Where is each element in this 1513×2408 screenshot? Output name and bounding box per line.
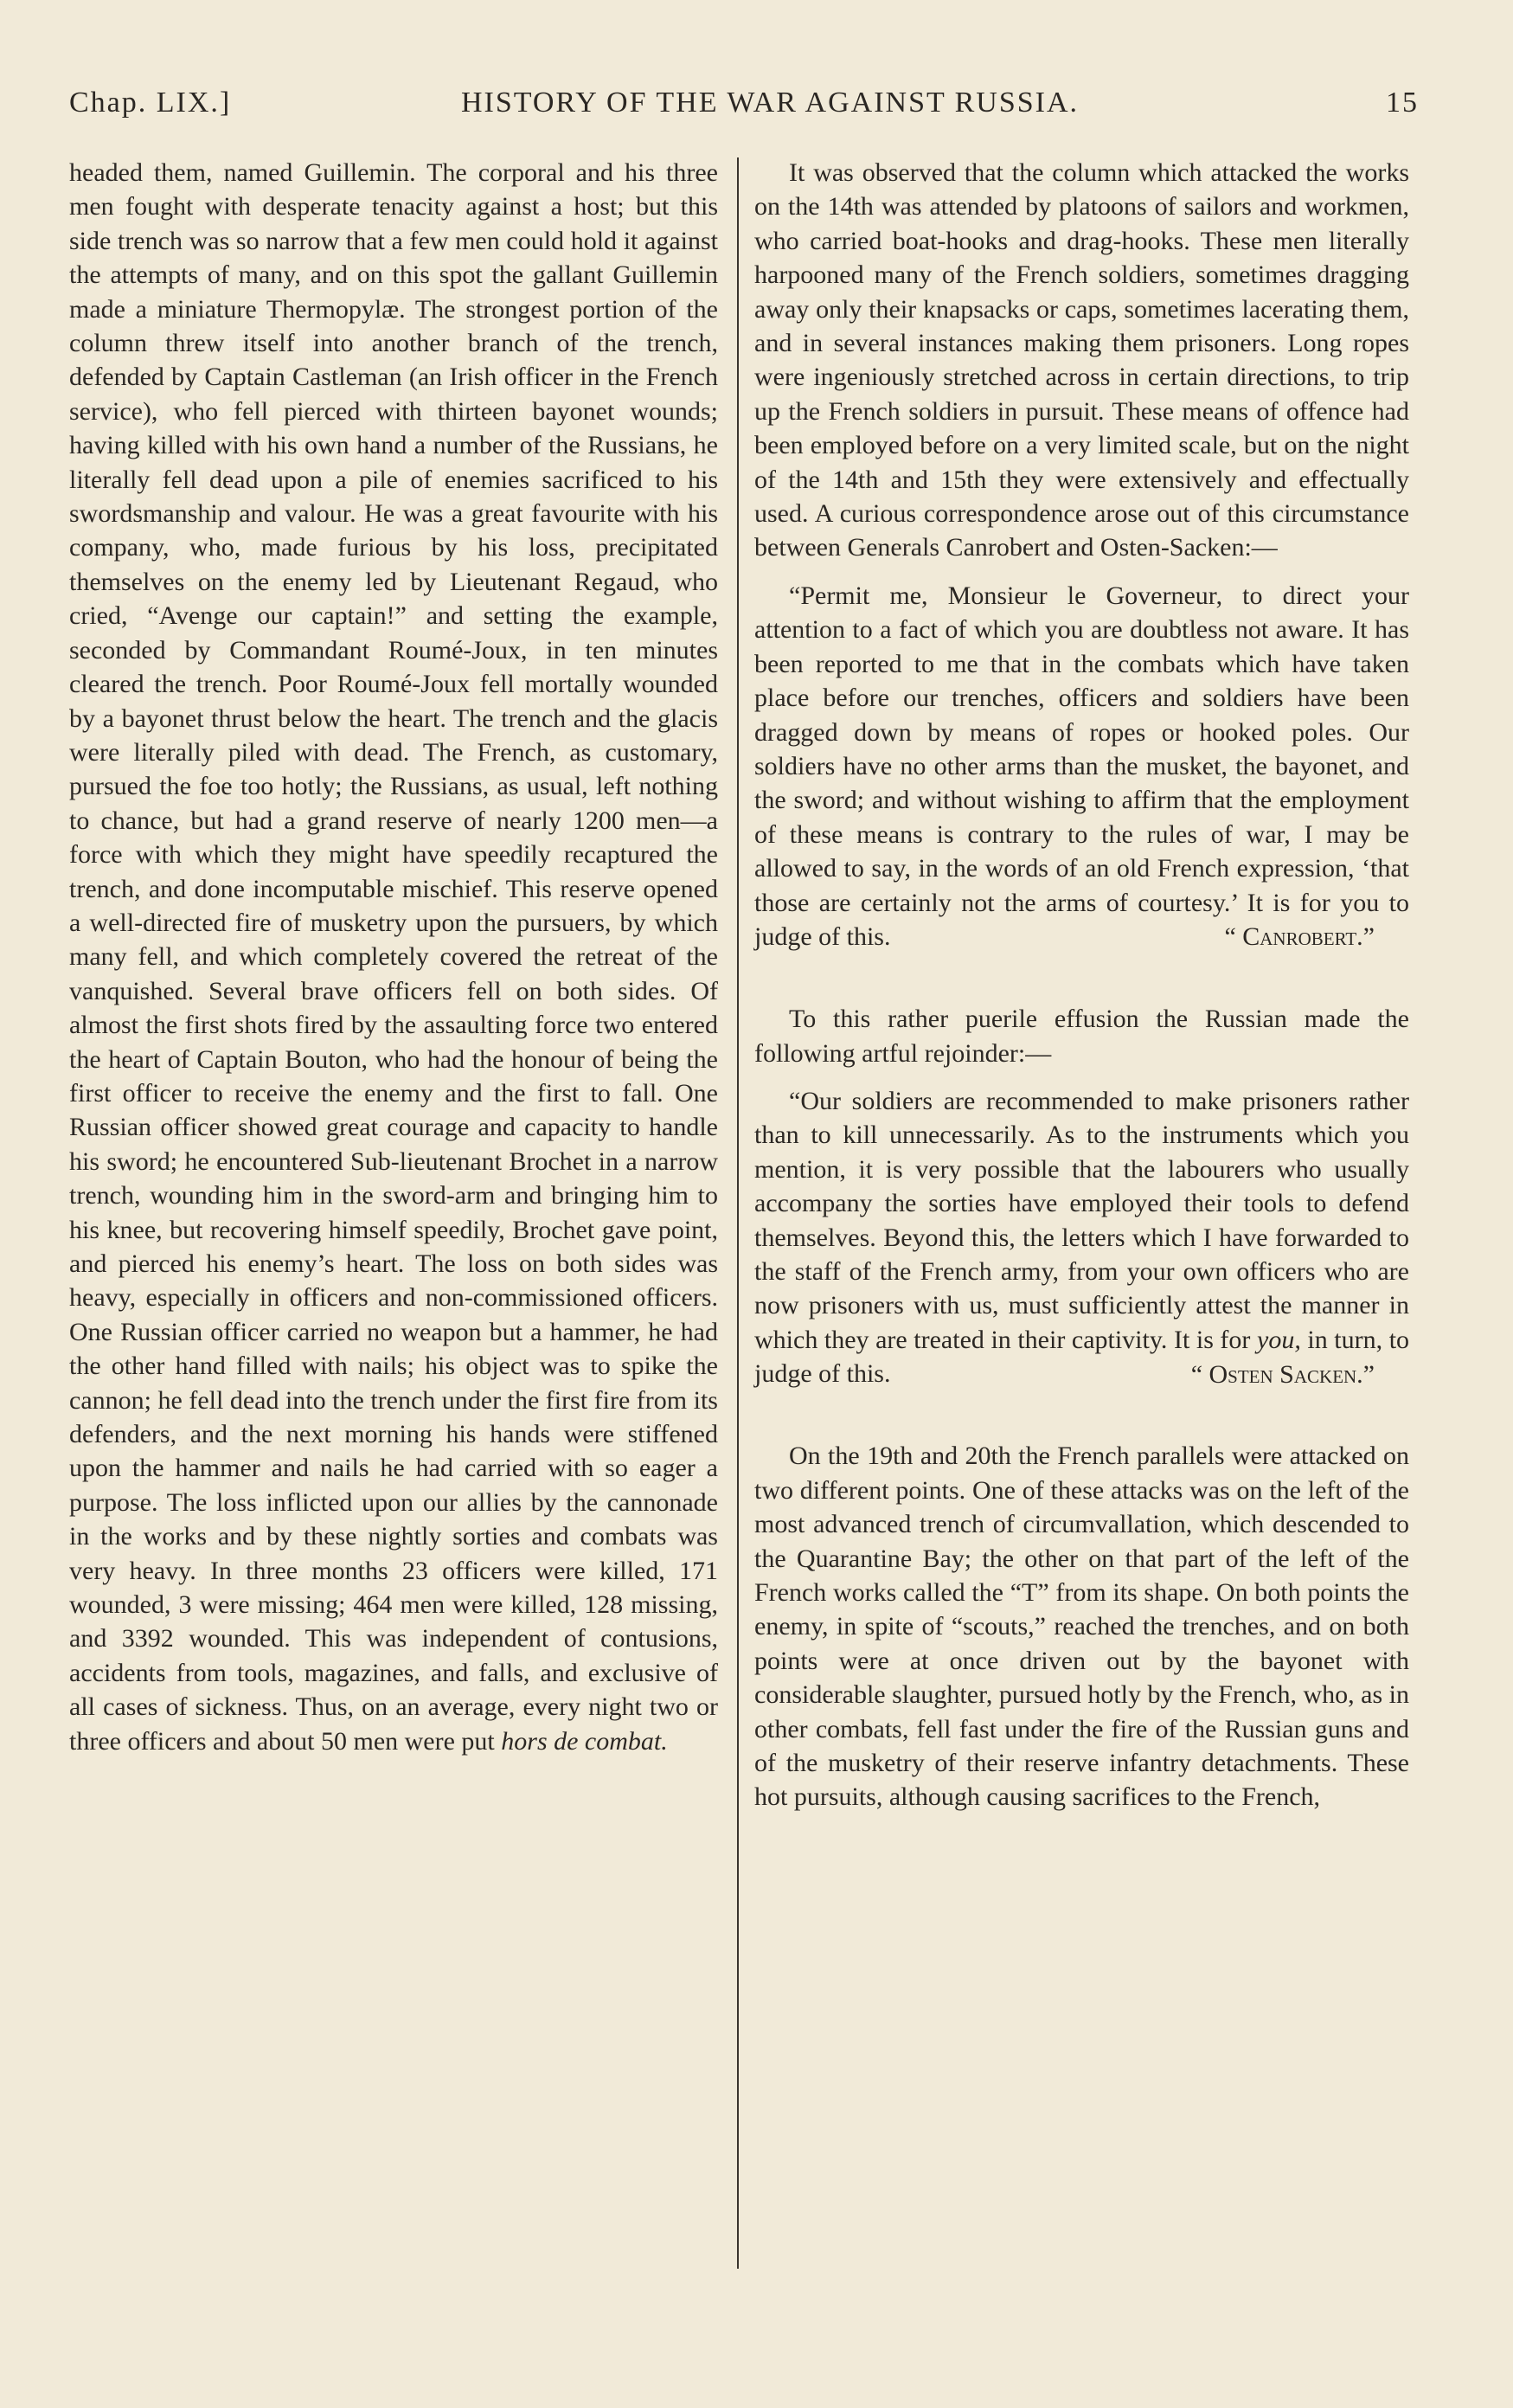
right-column (754, 156, 1409, 1814)
right-paragraph-3: On the 19th and 20th the French parallels were attacked on two different points. One of these attacks was on the left of the most advanced trench of circumvallation, which descended to the Quarantine Bay; the other on that part of the left of the French works called the “T” from its shape. On both points the enemy, in spite of “scouts,” reached the trenches, and on both points were at once driven out by the bayonet with considerable slaughter, pursued hotly by the French, who, as in other combats, fell fast under the fire of the Russian guns and of the musketry of their reserve infantry detachments. These hot pursuits, although causing sacrifices to the French, (754, 1442, 1409, 1812)
page-number: 15 (1386, 87, 1419, 119)
left-paragraph-text: headed them, named Guillemin. The corporal and his three men fought with desperate tenacity against a host; but this side trench was so narrow that a few men could hold it against the attempts of many, and on this spot the gallant Guillemin made a miniature Thermopylæ. The strongest portion of the column threw itself into another branch of the trench, defended by Captain Castleman (an Irish officer in the French service), who fell pierced with thirteen bayonet wounds; having killed with his own hand a number of the Russians, he literally fell dead upon a pile of enemies sacrificed to his swordsmanship and valour. He was a great favourite with his company, who, made furious by his loss, precipitated themselves on the enemy led by Lieutenant Regaud, who cried, “Avenge our captain!” and setting the example, seconded by Commandant Roumé-Joux, in ten minutes cleared the trench. Poor Roumé-Joux fell mortally wounded by a bayonet thrust below the heart. The trench and the glacis were literally piled with dead. The French, as customary, pursued the foe too hotly; the Russians, as usual, left nothing to chance, but had a grand reserve of nearly 1200 men—a force with which they might have speedily recaptured the trench, and done incomputable mischief. This reserve opened a well-directed fire of musketry upon the pursuers, by which many fell, and which completely covered the retreat of the vanquished. Several brave officers fell on both sides. Of almost the first shots fired by the assaulting force two entered the heart of Captain Bouton, who had the honour of being the first officer to receive the enemy and the first to fall. One Russian officer showed great courage and capacity to handle his sword; he encountered Sub-lieutenant Brochet in a narrow trench, wounding him in the sword-arm and bringing him to his knee, but recovering himself speedily, Brochet gave point, and pierced his enemy’s heart. The loss on both sides was heavy, especially in officers and non-commissioned officers. One Russian officer carried no weapon but a hammer, he had the other hand filled with nails; his object was to spike the cannon; he fell dead into the trench under the first fire from its defenders, and the next morning his hands were stiffened upon the hammer and nails he had carried with so eager a purpose. The loss inflicted upon our allies by the cannonade in the works and by these nightly sorties and combats was very heavy. In three months 23 officers were killed, 171 wounded, 3 were missing; 464 men were killed, 128 missing, and 3392 wounded. This was independent of contusions, accidents from tools, magazines, and falls, and exclusive of all cases of sickness. Thus, on an average, every night two or three officers and about 50 men were put (69, 158, 718, 1756)
letter2-text-b: in turn, to judge of this. (754, 1325, 1410, 1389)
chapter-label: Chap. LIX.] (69, 87, 232, 119)
letter-osten-sacken (754, 1084, 1409, 1391)
right-paragraph-2: To this rather puerile effusion the Russian made the following artful rejoinder:— (754, 1005, 1409, 1068)
signature-osten-sacken: “ Osten Sacken.” (1190, 1359, 1375, 1389)
signature-canrobert: “ Canrobert.” (1224, 922, 1375, 952)
left-column (69, 156, 718, 1758)
italic-phrase: hors de combat. (501, 1726, 668, 1756)
left-paragraph (69, 156, 718, 1758)
letter-canrobert: “Permit me, Monsieur le Governeur, to direct your attention to a fact of which you are doubtless not aware. It has been reported to me that in the combats which have taken place before our trenches, officers and soldiers have been dragged down by means of ropes or hooked poles. Our soldiers have no other arms than the musket, the bayonet, and the sword; and without wishing to affirm that the employment of these means is contrary to the rules of war, I may be allowed to say, in the words of an old French expression, ‘that those are certainly not the arms of courtesy.’ It is for you to judge of this. (754, 581, 1409, 951)
page-header (69, 87, 1419, 138)
letter2-text-a: “Our soldiers are recommended to make prisoners rather than to kill unnecessarily. As to the instruments which you mention, it is very possible that the labourers who usually accompany the sorties have employed their tools to defend themselves. Beyond this, the letters which I have forwarded to the staff of the French army, from your own officers who are now prisoners with us, must sufficiently attest the manner in which they are treated in their captivity. It is for (754, 1086, 1409, 1354)
column-divider (737, 157, 739, 2269)
letter2-you: you, (1257, 1325, 1301, 1354)
running-title: HISTORY OF THE WAR AGAINST RUSSIA. (460, 87, 1080, 119)
right-paragraph-1: It was observed that the column which attacked the works on the 14th was attended by platoons of sailors and workmen, who carried boat-hooks and drag-hooks. These men literally harpooned many of the French soldiers, sometimes dragging away only their knapsacks or caps, sometimes lacerating them, and in several instances making them prisoners. Long ropes were ingeniously stretched across in certain directions, to trip up the French soldiers in pursuit. These means of offence had been employed before on a very limited scale, but on the night of the 14th and 15th they were extensively and effectually used. A curious correspondence arose out of this circumstance between Generals Canrobert and Osten-Sacken:— (754, 158, 1409, 562)
